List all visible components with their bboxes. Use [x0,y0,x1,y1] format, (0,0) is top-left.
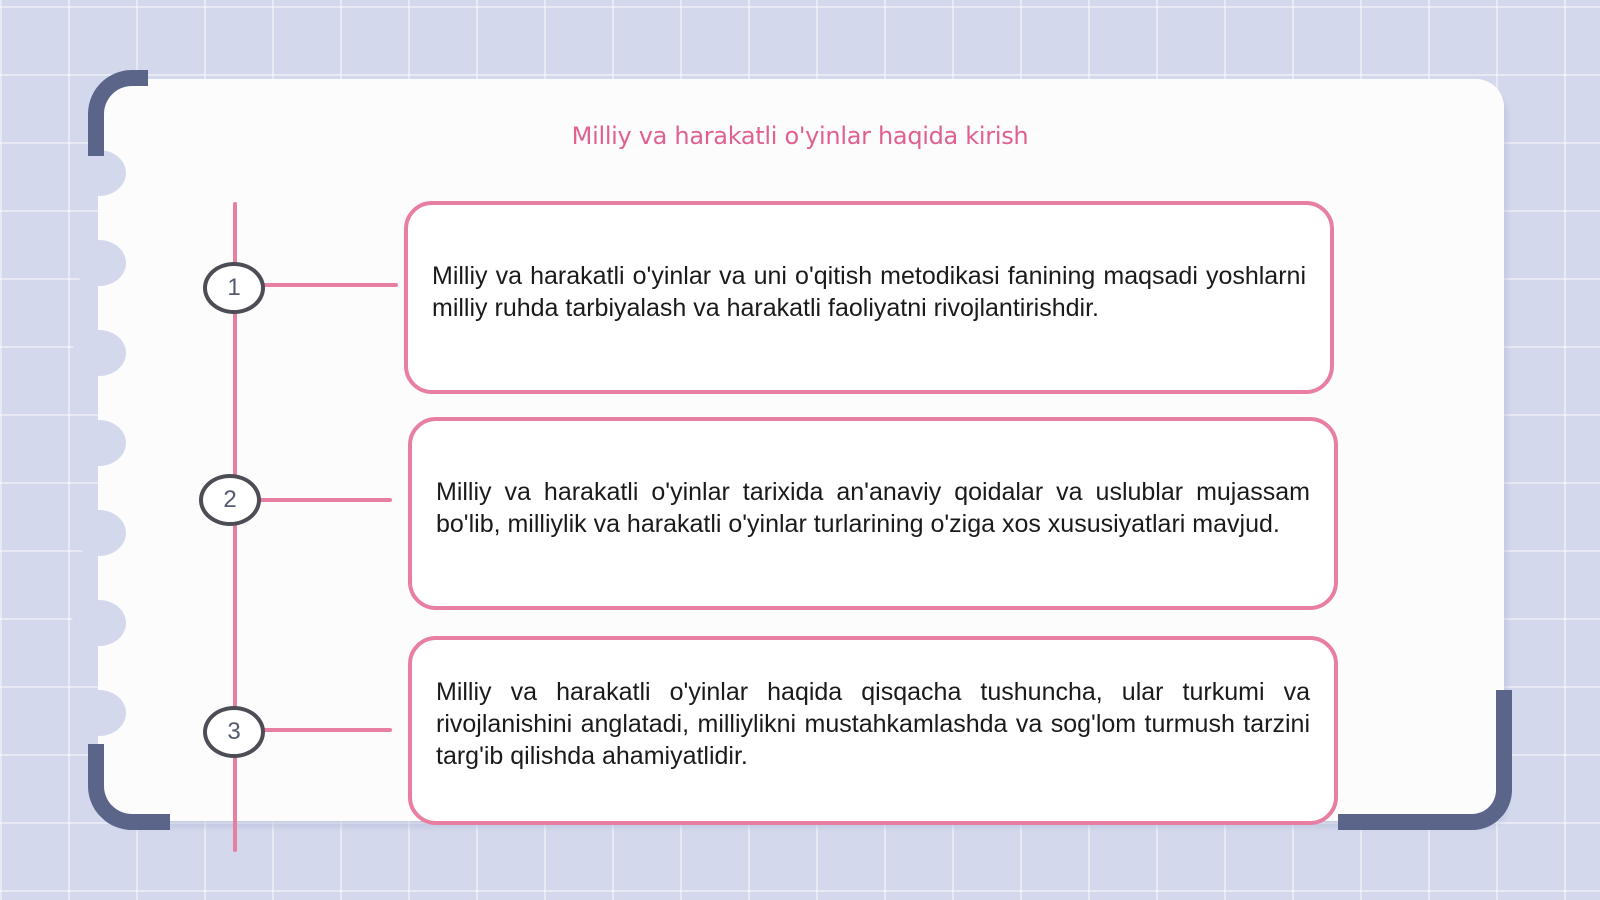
step-marker-3: 3 [203,706,265,758]
content-box-3 [408,636,1338,825]
corner-bracket-top-left [88,70,148,156]
card-notch [72,330,126,376]
step-marker-1: 1 [203,262,265,314]
card-notch [72,420,126,466]
content-box-2 [408,417,1338,610]
timeline-connector [262,283,398,287]
card-notch [72,600,126,646]
step-marker-2: 2 [199,474,261,526]
content-text-3: Milliy va harakatli o'yinlar haqida qisqacha tushuncha, ular turkumi va rivojlanishini anglatadi, milliylikni mustahkamlashda va sog'lom turmush tarzini targ'ib qilishda ahamiyatlidir. [436,677,1310,770]
card-notch [72,690,126,736]
timeline-connector [262,728,392,732]
corner-bracket-bottom-right [1338,690,1512,830]
content-text-1: Milliy va harakatli o'yinlar va uni o'qitish metodikasi fanining maqsadi yoshlarni milliy ruhda tarbiyalash va harakatli faoliyatni rivojlantirishdir. [432,261,1306,322]
card-notch [72,240,126,286]
card-notch [72,510,126,556]
content-box-1 [404,201,1334,394]
card-notch [72,150,126,196]
slide-title: Milliy va harakatli o'yinlar haqida kirish [571,122,1029,150]
content-text-2: Milliy va harakatli o'yinlar tarixida an'anaviy qoidalar va uslublar mujassam bo'lib, milliylik va harakatli o'yinlar turlarining o'ziga xos xususiyatlari mavjud. [436,477,1310,538]
corner-bracket-bottom-left [88,744,170,830]
timeline-connector [258,498,392,502]
